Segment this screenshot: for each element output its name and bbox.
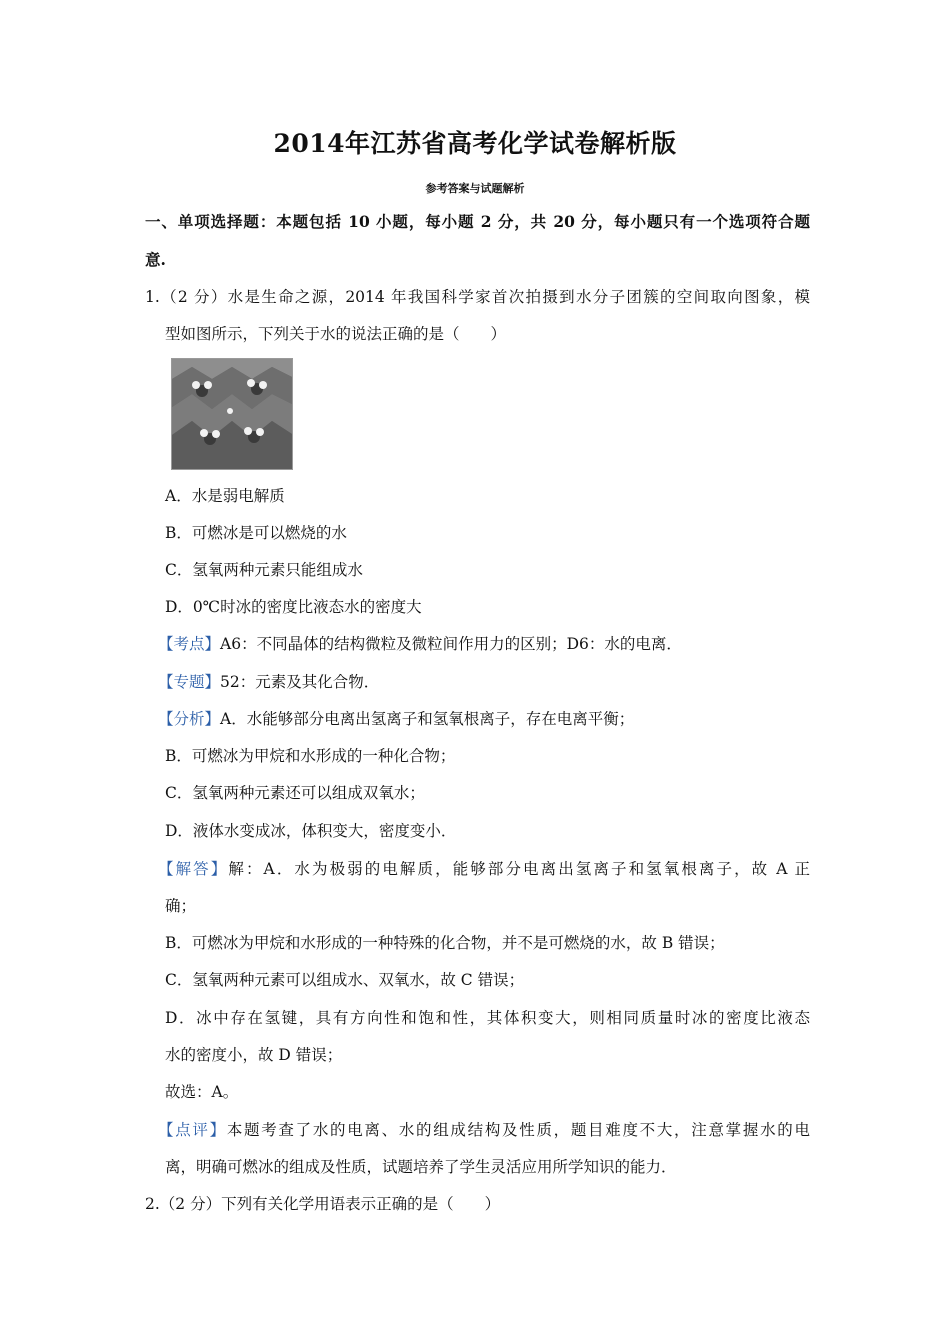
question-2-stem: 2.（2 分）下列有关化学用语表示正确的是（ ） xyxy=(145,1195,501,1213)
option-d: D．0℃时冰的密度比液态水的密度大 xyxy=(165,598,422,616)
fenxi-text: A．水能够部分电离出氢离子和氢氧根离子，存在电离平衡； xyxy=(220,710,635,728)
dianping-tag: 【点评】 xyxy=(158,1121,227,1139)
zhuanti-row xyxy=(158,672,823,692)
jieda-text: 解：A．水为极弱的电解质，能够部分电离出氢离子和氢氧根离子，故 A 正 xyxy=(228,860,810,878)
option-b: B．可燃冰是可以燃烧的水 xyxy=(165,524,347,542)
fenxi-row xyxy=(158,709,823,729)
jieda-tag: 【解答】 xyxy=(158,860,229,878)
water-cluster-figure xyxy=(171,358,293,470)
page-subtitle: 参考答案与试题解析 xyxy=(425,182,525,195)
option-a: A．水是弱电解质 xyxy=(165,487,285,505)
water-cluster-image xyxy=(172,359,292,469)
section-heading: 一、单项选择题：本题包括 10 小题，每小题 2 分，共 20 分，每小题只有一个选项符合题 xyxy=(145,212,810,231)
jieda-line: D．冰中存在氢键，具有方向性和饱和性，其体积变大，则相同质量时冰的密度比液态 xyxy=(165,1009,810,1027)
kaodian-tag: 【考点】 xyxy=(158,635,221,653)
page-title: 2014年江苏省高考化学试卷解析版 xyxy=(273,129,677,158)
jieda-answer: 故选：A。 xyxy=(165,1083,239,1101)
question-1-stem-cont: 型如图所示，下列关于水的说法正确的是（ ） xyxy=(165,325,507,343)
dianping-text: 本题考查了水的电离、水的组成结构及性质，题目难度不大，注意掌握水的电 xyxy=(226,1121,810,1139)
fenxi-line-b: B．可燃冰为甲烷和水形成的一种化合物； xyxy=(165,747,456,765)
option-c: C．氢氧两种元素只能组成水 xyxy=(165,561,363,579)
dianping-row xyxy=(158,1120,810,1140)
jieda-row xyxy=(158,859,810,879)
dianping-line: 离，明确可燃冰的组成及性质，试题培养了学生灵活应用所学知识的能力． xyxy=(165,1158,677,1176)
kaodian-text: A6：不同晶体的结构微粒及微粒间作用力的区别；D6：水的电离． xyxy=(220,635,682,653)
jieda-line: C．氢氧两种元素可以组成水、双氧水，故 C 错误； xyxy=(165,971,525,989)
jieda-line: 水的密度小，故 D 错误； xyxy=(165,1046,343,1064)
kaodian-row xyxy=(158,634,823,654)
question-1-stem: 1.（2 分）水是生命之源，2014 年我国科学家首次拍摄到水分子团簇的空间取向图象，模 xyxy=(145,288,810,306)
jieda-line: B．可燃冰为甲烷和水形成的一种特殊的化合物，并不是可燃烧的水，故 B 错误； xyxy=(165,934,725,952)
jieda-line: 确； xyxy=(165,897,197,915)
fenxi-tag: 【分析】 xyxy=(158,710,221,728)
zhuanti-tag: 【专题】 xyxy=(158,673,221,691)
fenxi-line-d: D．液体水变成冰，体积变大，密度变小． xyxy=(165,822,457,840)
section-heading-cont: 意. xyxy=(145,250,166,269)
zhuanti-text: 52：元素及其化合物． xyxy=(220,673,380,691)
fenxi-line-c: C．氢氧两种元素还可以组成双氧水； xyxy=(165,784,425,802)
